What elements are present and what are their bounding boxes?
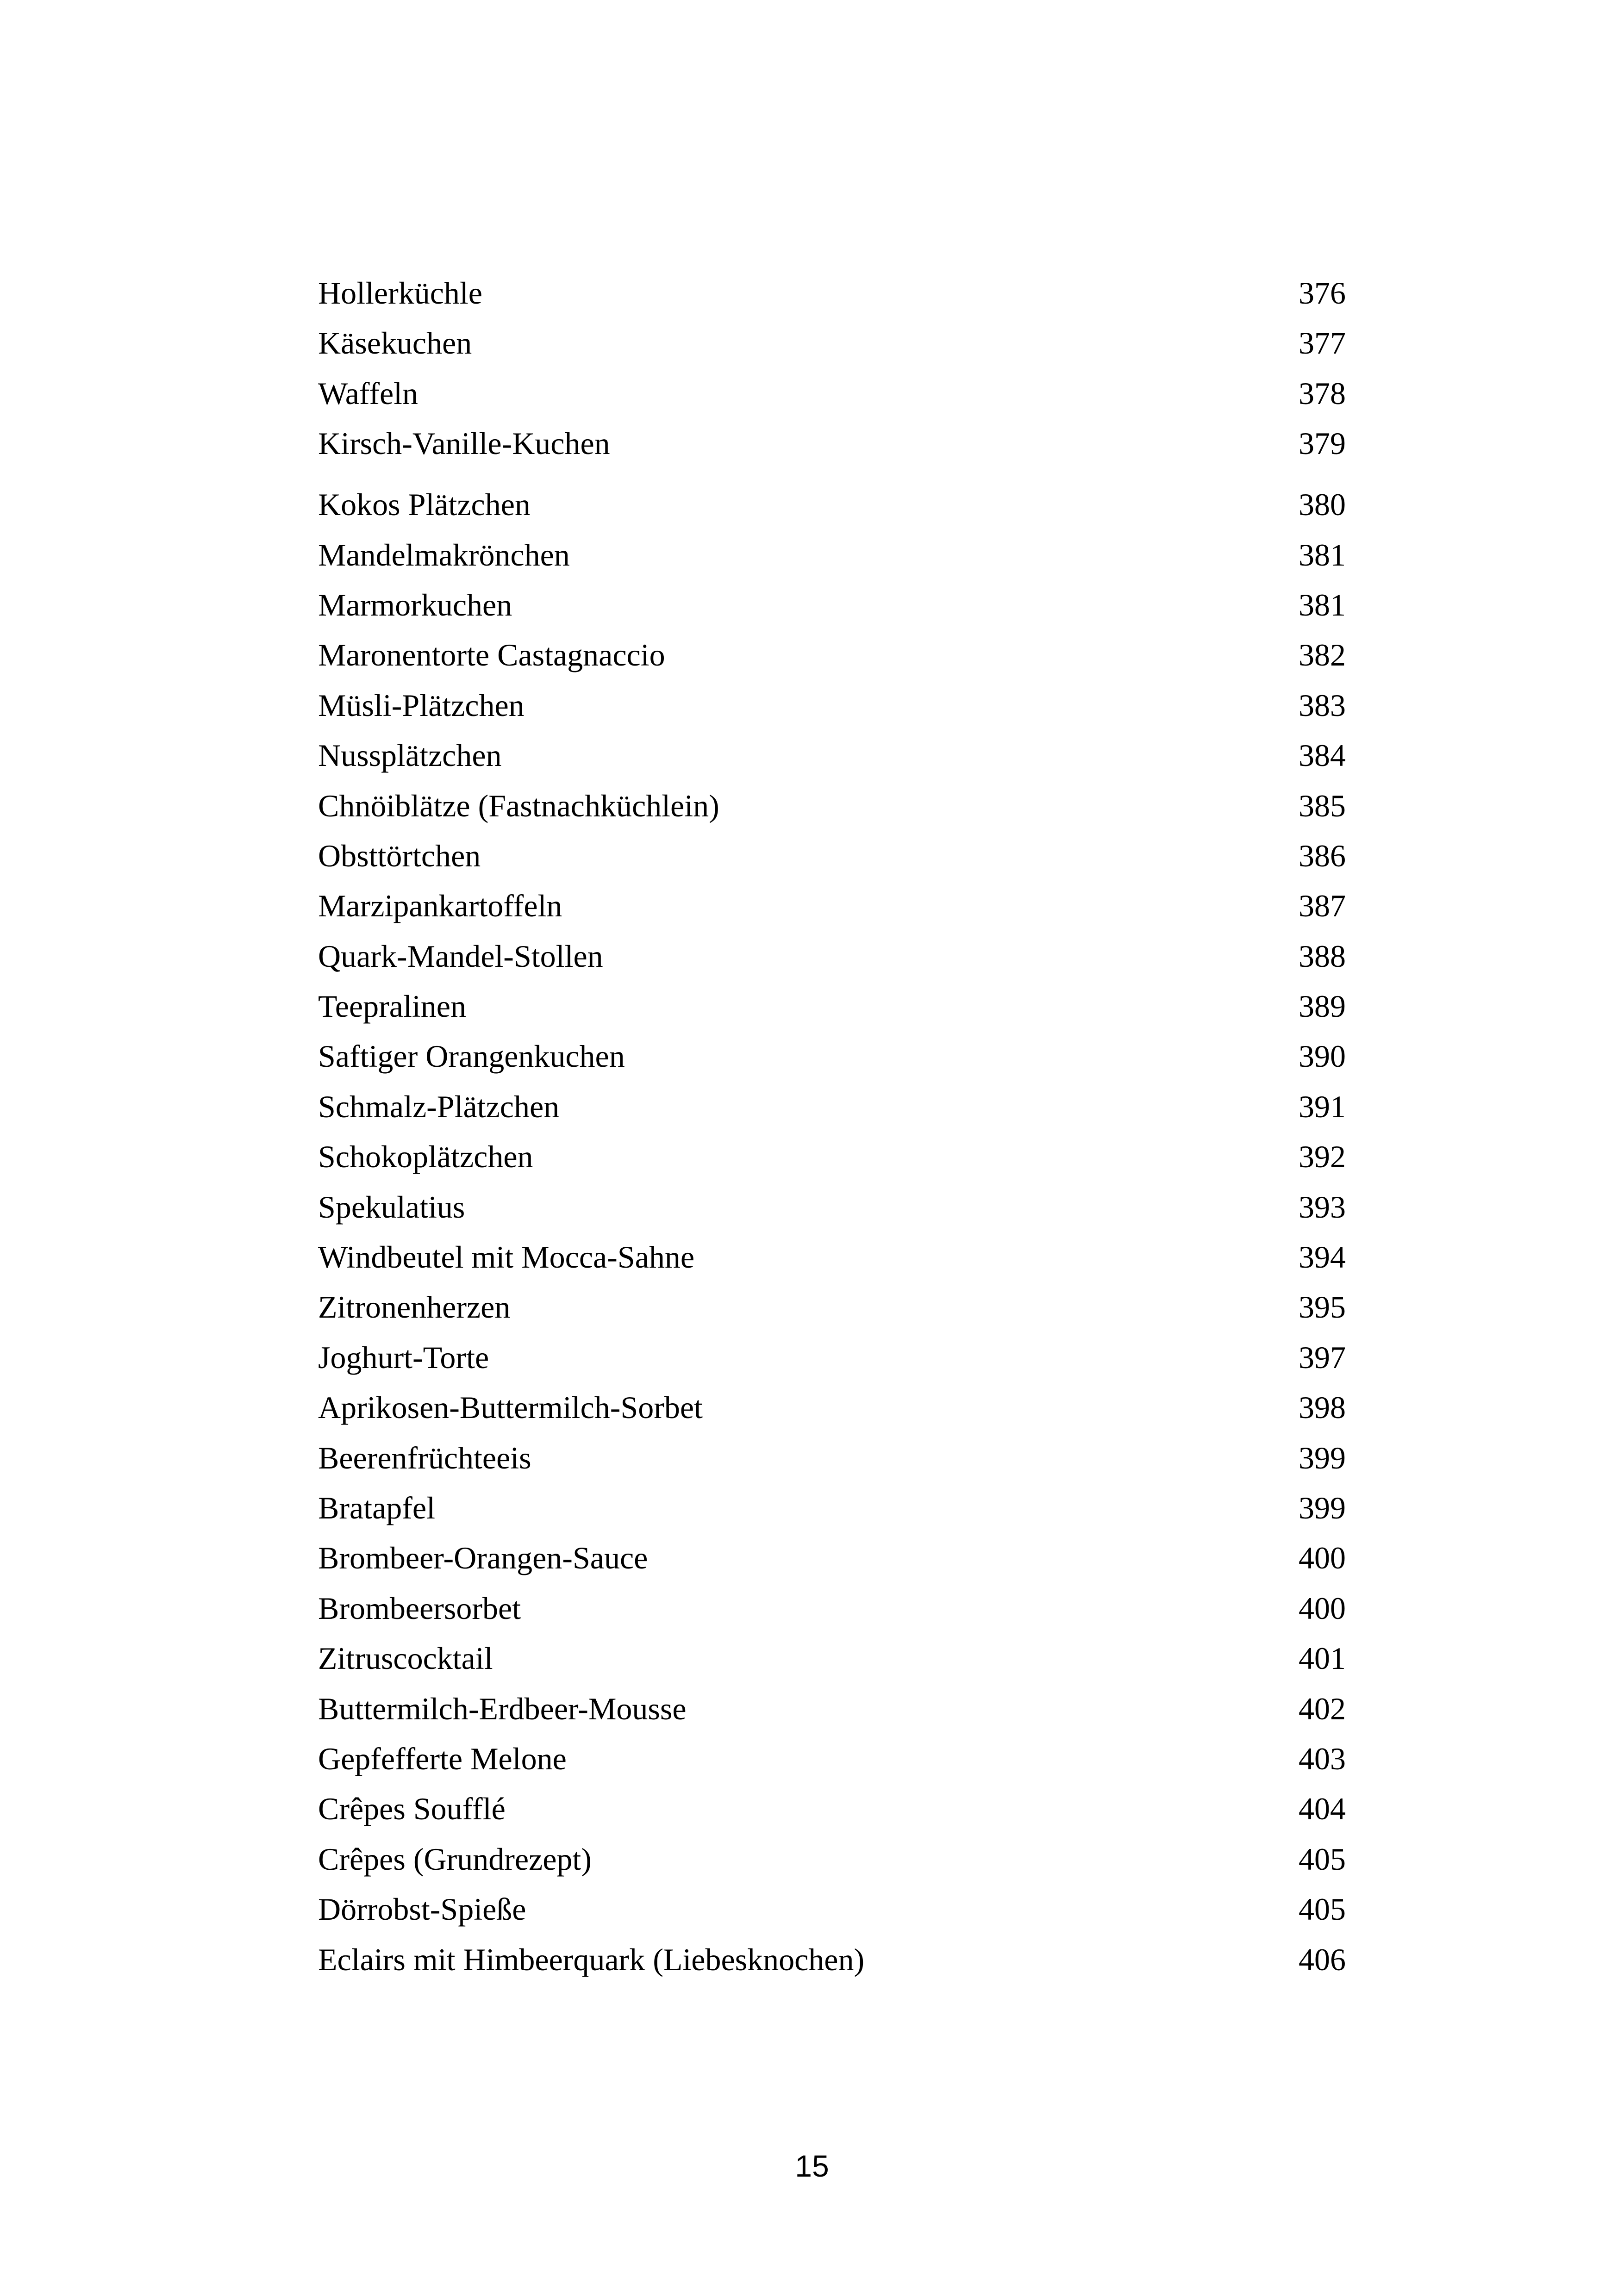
toc-entry-page: 376 [1299, 275, 1346, 311]
page-number: 15 [795, 2149, 829, 2183]
toc-entry-title: Obsttörtchen [318, 838, 481, 873]
toc-entry-title: Aprikosen-Buttermilch-Sorbet [318, 1390, 703, 1425]
toc-entry-title: Bratapfel [318, 1490, 435, 1525]
toc-entry [318, 1439, 1346, 1489]
toc-entry-title: Kokos Plätzchen [318, 487, 531, 523]
toc-entry-title: Crêpes Soufflé [318, 1791, 506, 1827]
toc-entry [318, 1088, 1346, 1138]
toc-entry-title: Gepfefferte Melone [318, 1741, 567, 1776]
toc-entry [318, 837, 1346, 887]
toc-entry-title: Nussplätzchen [318, 738, 502, 773]
toc-entry-title: Brombeersorbet [318, 1590, 521, 1626]
toc-entry [318, 938, 1346, 988]
toc-entry-page: 388 [1299, 938, 1346, 974]
toc-entry [318, 1489, 1346, 1539]
toc-entry-page: 394 [1299, 1239, 1346, 1275]
toc-entry [318, 887, 1346, 937]
toc-entry [318, 1339, 1346, 1389]
toc-entry-title: Dörrobst-Spieße [318, 1892, 526, 1927]
toc-entry [318, 1590, 1346, 1640]
toc-entry [318, 274, 1346, 324]
toc-entry-title: Schmalz-Plätzchen [318, 1089, 560, 1124]
toc-entry-page: 406 [1299, 1941, 1346, 1977]
toc-entry-title: Waffeln [318, 375, 418, 411]
toc-entry [318, 1891, 1346, 1941]
toc-entry-title: Zitruscocktail [318, 1641, 493, 1676]
toc-entry-title: Zitronenherzen [318, 1289, 511, 1325]
toc-entry [318, 1690, 1346, 1740]
toc-entry-title: Käsekuchen [318, 325, 472, 361]
toc-entry-page: 400 [1299, 1590, 1346, 1626]
toc-entry-title: Marmorkuchen [318, 587, 512, 622]
toc-entry-page: 405 [1299, 1892, 1346, 1927]
toc-entry [318, 1389, 1346, 1439]
toc-entry [318, 737, 1346, 787]
toc-entry-title: Windbeutel mit Mocca-Sahne [318, 1239, 695, 1275]
toc-entry [318, 1740, 1346, 1790]
toc-entry-title: Crêpes (Grundrezept) [318, 1841, 592, 1877]
toc-entry-title: Hollerküchle [318, 275, 482, 311]
toc-entry [318, 1841, 1346, 1891]
toc-entry-title: Chnöiblätze (Fastnachküchlein) [318, 788, 719, 823]
table-of-contents [318, 274, 1346, 1991]
toc-entry-page: 378 [1299, 375, 1346, 411]
toc-entry-page: 405 [1299, 1841, 1346, 1877]
toc-entry-page: 403 [1299, 1741, 1346, 1776]
toc-entry [318, 1941, 1346, 1991]
toc-entry-title: Buttermilch-Erdbeer-Mousse [318, 1691, 687, 1726]
toc-entry [318, 1138, 1346, 1188]
toc-entry-page: 383 [1299, 687, 1346, 723]
toc-entry-page: 401 [1299, 1641, 1346, 1676]
toc-entry [318, 1188, 1346, 1238]
toc-entry [318, 324, 1346, 374]
toc-entry-title: Teepralinen [318, 989, 466, 1024]
toc-entry [318, 1238, 1346, 1288]
toc-entry [318, 486, 1346, 536]
toc-entry-page: 381 [1299, 537, 1346, 572]
toc-entry-page: 393 [1299, 1189, 1346, 1225]
toc-entry [318, 536, 1346, 586]
toc-entry [318, 1539, 1346, 1589]
toc-entry-title: Eclairs mit Himbeerquark (Liebesknochen) [318, 1941, 865, 1977]
toc-entry-page: 397 [1299, 1339, 1346, 1375]
toc-entry-title: Müsli-Plätzchen [318, 687, 525, 723]
toc-entry [318, 636, 1346, 686]
toc-entry-title: Quark-Mandel-Stollen [318, 938, 603, 974]
toc-entry-page: 380 [1299, 487, 1346, 523]
toc-entry-page: 390 [1299, 1039, 1346, 1074]
toc-entry-page: 392 [1299, 1139, 1346, 1175]
toc-entry-page: 387 [1299, 888, 1346, 924]
toc-entry-title: Schokoplätzchen [318, 1139, 533, 1175]
toc-entry-page: 381 [1299, 587, 1346, 622]
toc-entry-page: 399 [1299, 1440, 1346, 1475]
toc-entry-title: Marzipankartoffeln [318, 888, 562, 924]
toc-entry [318, 586, 1346, 636]
toc-entry-title: Joghurt-Torte [318, 1339, 489, 1375]
toc-entry-page: 377 [1299, 325, 1346, 361]
toc-entry-page: 402 [1299, 1691, 1346, 1726]
toc-entry-page: 386 [1299, 838, 1346, 873]
toc-entry-page: 398 [1299, 1390, 1346, 1425]
toc-entry [318, 425, 1346, 486]
toc-entry-page: 400 [1299, 1540, 1346, 1576]
toc-entry-page: 391 [1299, 1089, 1346, 1124]
toc-entry [318, 687, 1346, 737]
toc-entry [318, 1288, 1346, 1338]
toc-entry [318, 1038, 1346, 1088]
toc-entry-title: Mandelmakrönchen [318, 537, 570, 572]
toc-entry-title: Brombeer-Orangen-Sauce [318, 1540, 648, 1576]
toc-entry [318, 988, 1346, 1038]
toc-entry-page: 385 [1299, 788, 1346, 823]
toc-entry [318, 787, 1346, 837]
toc-entry-page: 389 [1299, 989, 1346, 1024]
toc-entry-title: Kirsch-Vanille-Kuchen [318, 426, 610, 461]
toc-entry-page: 384 [1299, 738, 1346, 773]
toc-entry-title: Maronentorte Castagnaccio [318, 637, 665, 673]
toc-entry-page: 395 [1299, 1289, 1346, 1325]
toc-entry-page: 382 [1299, 637, 1346, 673]
toc-entry-title: Spekulatius [318, 1189, 465, 1225]
toc-entry-title: Beerenfrüchteeis [318, 1440, 531, 1475]
toc-entry [318, 1790, 1346, 1840]
toc-entry-page: 399 [1299, 1490, 1346, 1525]
toc-entry [318, 1640, 1346, 1690]
toc-entry-page: 379 [1299, 426, 1346, 461]
toc-entry-title: Saftiger Orangenkuchen [318, 1039, 625, 1074]
toc-entry [318, 375, 1346, 425]
toc-entry-page: 404 [1299, 1791, 1346, 1827]
